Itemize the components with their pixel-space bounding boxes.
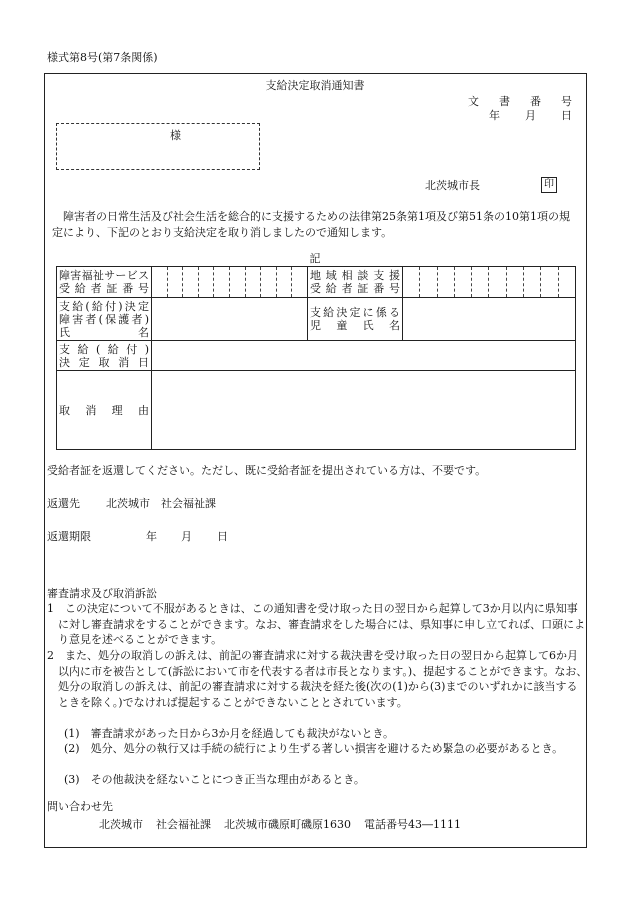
appeal-paragraph-1: 1 この決定について不服があるときは、この通知書を受け取った日の翌日から起算して3か月以内に県知事に対し審査請求をすることができます。なお、審査請求をした場合には、県知事に申し立てれば、口頭により意見を述べることができます。 [47,602,586,646]
recipient-box [56,123,260,170]
inquiry-phone: 電話番号43―1111 [364,818,461,831]
service-cert-number-field[interactable] [152,267,308,298]
child-name-field[interactable] [403,298,576,341]
return-destination [47,497,216,510]
date-month-label: 月 [525,109,536,122]
label-line: 氏名 [59,325,149,339]
appeal-paragraph-2: 2 また、処分の取消しの訴えは、前記の審査請求に対する裁決書を受け取った日の翌日から起算して6か月以内に市を被告として(訴訟において市を代表する者は市長となります。)、提起することができます。なお、処分の取消しの訴えは、前記の審査請求に対する裁決を経た後(次の(1)から(3)までのいずれかに該当するときを除く。)でなければ提起することができないこととされています。 [47,649,588,709]
label-line: 障害者(保護者) [59,312,149,326]
label-line: 支給(給付) [59,342,149,356]
appeal-exception-3: (3) その他裁決を経ないことにつき正当な理由があるとき。 [64,773,365,786]
form-label: 様式第8号(第7条関係) [47,51,158,64]
inquiry-address: 北茨城市磯原町磯原1630 [224,818,351,831]
doc-number-char: 号 [561,95,572,108]
date-day-label: 日 [561,109,572,122]
return-destination-value: 北茨城市 社会福祉課 [106,497,216,510]
appeal-exception-2: (2) 処分、処分の執行又は手続の続行により生ずる著しい損害を避けるため緊急の必要があるとき。 [64,742,564,755]
return-note: 受給者証を返還してください。ただし、既に受給者証を提出されている方は、不要です。 [47,464,487,477]
document-number-label [468,95,572,108]
label-line: 取消理由 [59,403,149,417]
consult-cert-label [308,267,403,298]
child-name-label [308,298,403,341]
beneficiary-name-label [57,298,152,341]
doc-number-char: 書 [499,95,510,108]
notice-body: 障害者の日常生活及び社会生活を総合的に支援するための法律第25条第1項及び第51条の10第1項の規定により、下記のとおり支給決定を取り消しましたので通知します。 [52,210,570,239]
cancel-reason-field[interactable] [152,371,576,450]
seal-stamp: 印 [541,177,557,193]
document-title: 支給決定取消通知書 [265,79,365,92]
label-line: 支給決定に係る [310,306,400,319]
label-line: 障害福祉サービス [59,269,149,282]
label-line: 決定取消日 [59,355,149,369]
service-cert-label [57,267,152,298]
cancel-date-field[interactable] [152,341,576,371]
appeal-heading: 審査請求及び取消訴訟 [47,587,157,600]
label-line: 受給者証番号 [59,282,149,295]
beneficiary-name-field[interactable] [152,298,308,341]
deadline-month-label: 月 [181,530,192,543]
inquiry-city: 北茨城市 [99,818,143,831]
cancel-reason-label [57,371,152,450]
return-deadline [47,530,228,543]
inquiry-department: 社会福祉課 [156,818,211,831]
inquiry-heading: 問い合わせ先 [47,800,113,813]
label-line: 地域相談支援 [310,269,400,282]
inquiry-contact [99,818,474,831]
ki-marker: 記 [309,252,321,265]
label-line: 支給(給付)決定 [59,299,149,313]
doc-number-char: 番 [530,95,541,108]
appeal-exception-1: (1) 審査請求があった日から3か月を経過しても裁決がないとき。 [64,727,395,740]
date-year-label: 年 [489,109,500,122]
details-table [56,266,576,450]
return-deadline-label: 返還期限 [47,530,91,543]
consult-cert-number-field[interactable] [403,267,576,298]
label-line: 受給者証番号 [310,282,400,295]
deadline-day-label: 日 [217,530,228,543]
date-line [489,109,572,122]
recipient-honorific: 様 [170,129,181,142]
cancel-date-label [57,341,152,371]
return-destination-label: 返還先 [47,497,80,510]
doc-number-char: 文 [468,95,479,108]
sender-name: 北茨城市長 [425,179,480,192]
label-line: 児童氏名 [310,319,400,332]
deadline-year-label: 年 [146,530,157,543]
